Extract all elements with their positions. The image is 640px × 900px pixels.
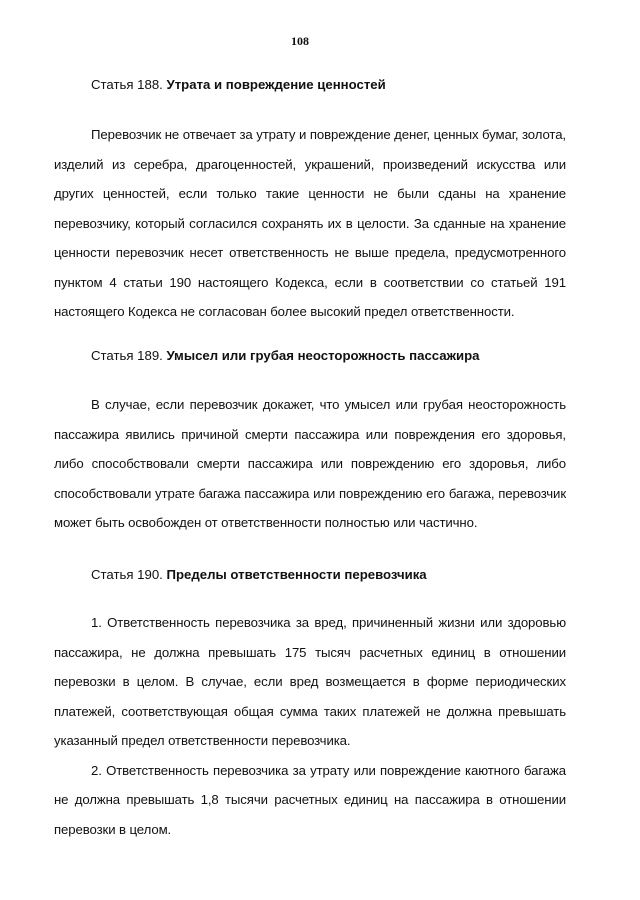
article-title: Умысел или грубая неосторожность пассажира [166, 348, 480, 363]
article-paragraph: 1. Ответственность перевозчика за вред, причиненный жизни или здоровью пассажира, не должна превышать 175 тысяч расчетных единиц в отношении перевозки в целом. В случае, если вред возмещается в форме периодических платежей, соответствующая общая сумма таких платежей не должна превышать указанный предел ответственности перевозчика. [54, 615, 566, 748]
article-paragraph: Перевозчик не отвечает за утрату и повреждение денег, ценных бумаг, золота, изделий из серебра, драгоценностей, украшений, произведений искусства или других ценностей, если только такие ценности не были сданы на хранение перевозчику, который согласился сохранять их в целости. За сданные на хранение ценности перевозчик несет ответственность не выше предела, предусмотренного пунктом 4 статьи 190 настоящего Кодекса, если в соответствии со статьей 191 настоящего Кодекса не согласован более высокий предел ответственности. [54, 127, 566, 319]
article-label: Статья 190. [91, 567, 163, 582]
article-paragraph: 2. Ответственность перевозчика за утрату или повреждение каютного багажа не должна превышать 1,8 тысячи расчетных единиц на пассажира в отношении перевозки в целом. [54, 762, 566, 837]
article-190 [54, 566, 566, 844]
article-paragraph: В случае, если перевозчик докажет, что умысел или грубая неосторожность пассажира явились причиной смерти пассажира или повреждения его здоровья, либо способствовали смерти пассажира или повреждению его здоровья, либо способствовали утрате багажа пассажира или повреждению его багажа, перевозчик может быть освобожден от ответственности полностью или частично. [54, 397, 566, 530]
article-189 [54, 347, 566, 538]
page-number: 108 [291, 34, 309, 48]
article-heading [54, 347, 566, 365]
article-label: Статья 189. [91, 348, 163, 363]
article-heading [54, 76, 566, 94]
article-title: Утрата и повреждение ценностей [166, 77, 386, 92]
article-label: Статья 188. [91, 77, 163, 92]
article-188 [54, 76, 566, 327]
article-heading [54, 566, 566, 584]
article-title: Пределы ответственности перевозчика [166, 567, 427, 582]
